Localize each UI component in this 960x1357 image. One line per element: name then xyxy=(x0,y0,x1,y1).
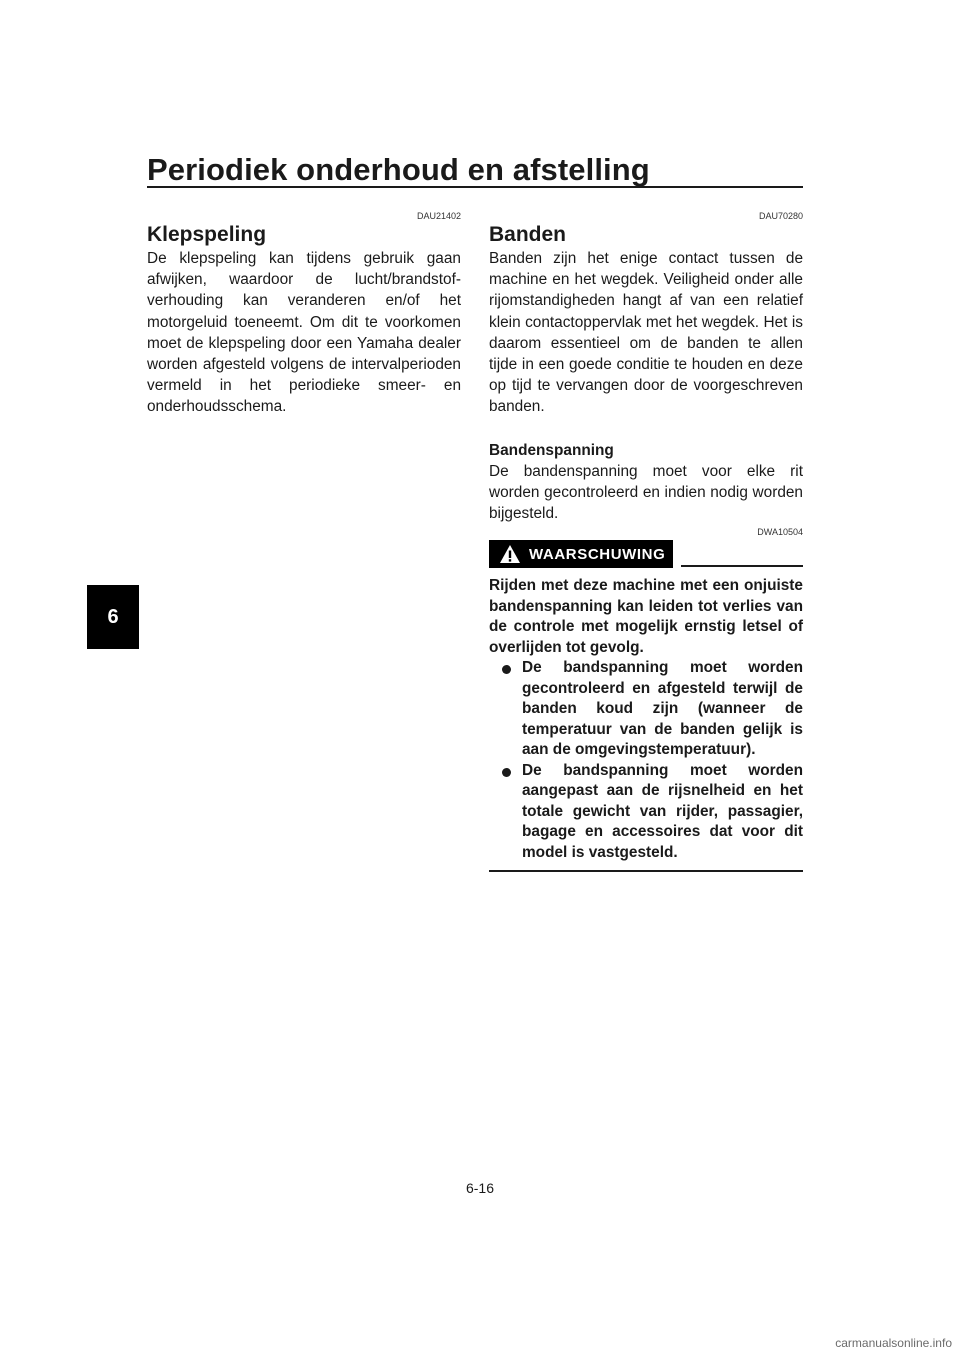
warning-item-text: De bandspanning moet worden gecontroleerd en afgesteld terwijl de banden koud zijn (wanneer de temperatuur van de banden gelijk is aan de omgevingstemperatuur). xyxy=(522,659,803,759)
warning-rule xyxy=(681,565,803,567)
section-title-klepspeling: Klepspeling xyxy=(147,223,267,246)
warning-header xyxy=(489,540,803,568)
section-body-banden: Banden zijn het enige contact tussen de machine en het wegdek. Veiligheid onder alle rijomstandigheden hangt af van een relatief klein contactoppervlak met het wegdek. Het is daarom essentieel om de banden te allen tijde in een goede conditie te houden en deze op tijd te vervangen door de voorgeschreven banden. xyxy=(489,250,803,416)
warning-item-text: De bandspanning moet worden aangepast aan de rijsnelheid en het totale gewicht van rijder, passagier, bagage en accessoires dat voor dit model is vastgesteld. xyxy=(522,761,803,861)
watermark[interactable]: carmanualsonline.info xyxy=(835,1336,952,1350)
left-column xyxy=(147,210,461,418)
warning-bottom-rule xyxy=(489,870,803,872)
chapter-tab: 6 xyxy=(87,585,139,649)
section-code: DAU70280 xyxy=(758,211,803,221)
warning-triangle-icon xyxy=(499,544,521,564)
right-column xyxy=(489,210,803,872)
subsection-body-bandenspanning: De bandenspanning moet voor elke rit worden gecontroleerd en indien nodig worden bijgesteld. xyxy=(489,462,803,523)
page-number: 6-16 xyxy=(465,1180,495,1196)
subsection-title-bandenspanning: Bandenspanning xyxy=(489,441,614,459)
section-body-klepspeling: De klepspeling kan tijdens gebruik gaan afwijken, waardoor de lucht/brandstof-verhouding kan veranderen en/of het motorgeluid toeneemt. Om dit te voorkomen moet de klepspeling door een Yamaha dealer worden afgesteld volgens de intervalperioden vermeld in het periodieke smeer- en onderhoudsschema. xyxy=(147,250,461,416)
header-rule xyxy=(147,186,803,188)
bullet-icon xyxy=(502,768,511,777)
warning-list xyxy=(489,658,803,863)
warning-body xyxy=(489,576,803,863)
bullet-icon xyxy=(502,665,511,674)
page-title: Periodiek onderhoud en afstelling xyxy=(147,152,650,187)
section-title-banden: Banden xyxy=(489,223,567,246)
warning-text: Rijden met deze machine met een onjuiste bandenspanning kan leiden tot verlies van de controle met mogelijk ernstig letsel of overlijden tot gevolg. xyxy=(489,577,803,656)
warning-label: WAARSCHUWING xyxy=(529,545,666,563)
warning-badge xyxy=(489,540,673,568)
section-code: DAU21402 xyxy=(416,211,461,221)
list-item xyxy=(489,761,803,864)
warning-code: DWA10504 xyxy=(757,527,803,538)
list-item xyxy=(489,658,803,761)
